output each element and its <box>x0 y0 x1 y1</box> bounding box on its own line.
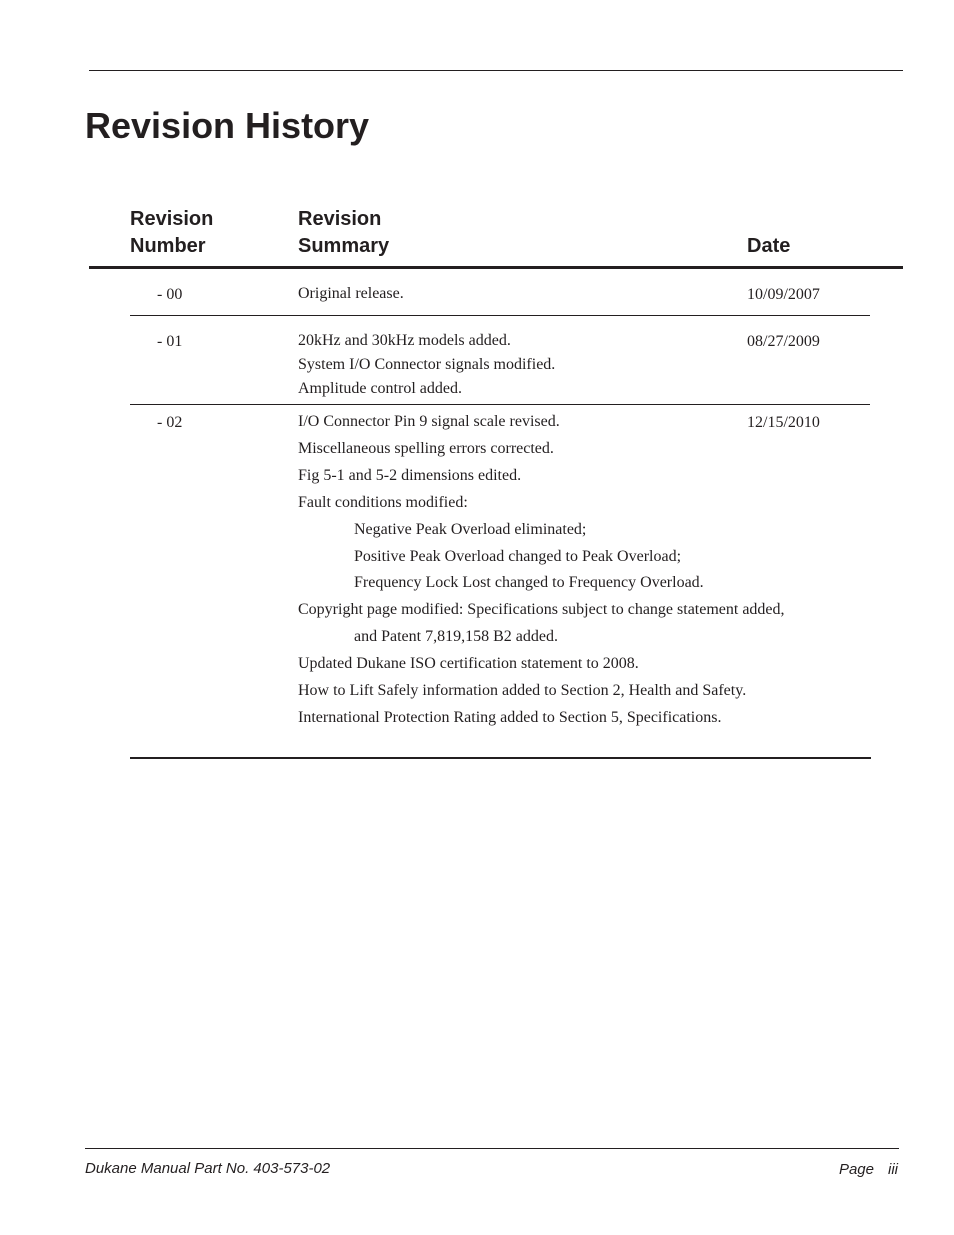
column-header-line: Revision <box>130 208 214 230</box>
summary-line: I/O Connector Pin 9 signal scale revised. <box>298 413 560 430</box>
revision-date: 08/27/2009 <box>747 333 820 350</box>
page-indicator <box>839 1160 898 1180</box>
row-divider <box>130 315 870 316</box>
summary-line: Updated Dukane ISO certification statement to 2008. <box>298 655 639 673</box>
summary-line: Fault conditions modified: <box>298 493 468 511</box>
summary-line: Original release. <box>298 285 404 302</box>
summary-line-indented: Negative Peak Overload eliminated; <box>354 520 587 538</box>
column-header-line: Revision <box>298 208 382 230</box>
revision-date: 10/09/2007 <box>747 286 820 303</box>
revision-summary <box>298 282 404 306</box>
summary-line: Fig 5-1 and 5-2 dimensions edited. <box>298 466 522 484</box>
column-header-revision-summary <box>298 206 389 260</box>
revision-date: 12/15/2010 <box>747 414 820 431</box>
footer-divider <box>85 1148 899 1149</box>
row-divider <box>130 404 870 405</box>
revision-summary <box>298 409 785 732</box>
column-header-date: Date <box>747 235 791 257</box>
revision-number: - 00 <box>157 286 183 303</box>
table-bottom-rule <box>130 757 871 759</box>
page-number: iii <box>888 1161 898 1178</box>
revision-number: - 01 <box>157 333 183 350</box>
summary-line: 20kHz and 30kHz models added. <box>298 332 511 349</box>
summary-line-indented: Positive Peak Overload changed to Peak Overload; <box>354 547 682 565</box>
summary-line: System I/O Connector signals modified. <box>298 356 556 373</box>
revision-number: - 02 <box>157 414 183 431</box>
header-divider <box>89 70 903 71</box>
revision-summary <box>298 329 555 401</box>
manual-part-number: Dukane Manual Part No. 403-573-02 <box>85 1160 331 1177</box>
summary-line: Miscellaneous spelling errors corrected. <box>298 439 554 457</box>
column-header-line: Number <box>130 235 206 257</box>
summary-line: How to Lift Safely information added to Section 2, Health and Safety. <box>298 682 747 700</box>
column-header-revision-number <box>130 206 213 260</box>
summary-line: Copyright page modified: Specifications subject to change statement added, <box>298 601 785 619</box>
column-header-line: Summary <box>298 235 390 257</box>
page-title: Revision History <box>85 105 370 146</box>
table-header-rule <box>89 266 903 269</box>
summary-line: International Protection Rating added to Section 5, Specifications. <box>298 708 722 726</box>
summary-line-indented: Frequency Lock Lost changed to Frequency Overload. <box>354 574 704 592</box>
summary-line: Amplitude control added. <box>298 380 462 397</box>
page-label: Page <box>838 1161 874 1178</box>
summary-line-indented: and Patent 7,819,158 B2 added. <box>354 628 558 646</box>
